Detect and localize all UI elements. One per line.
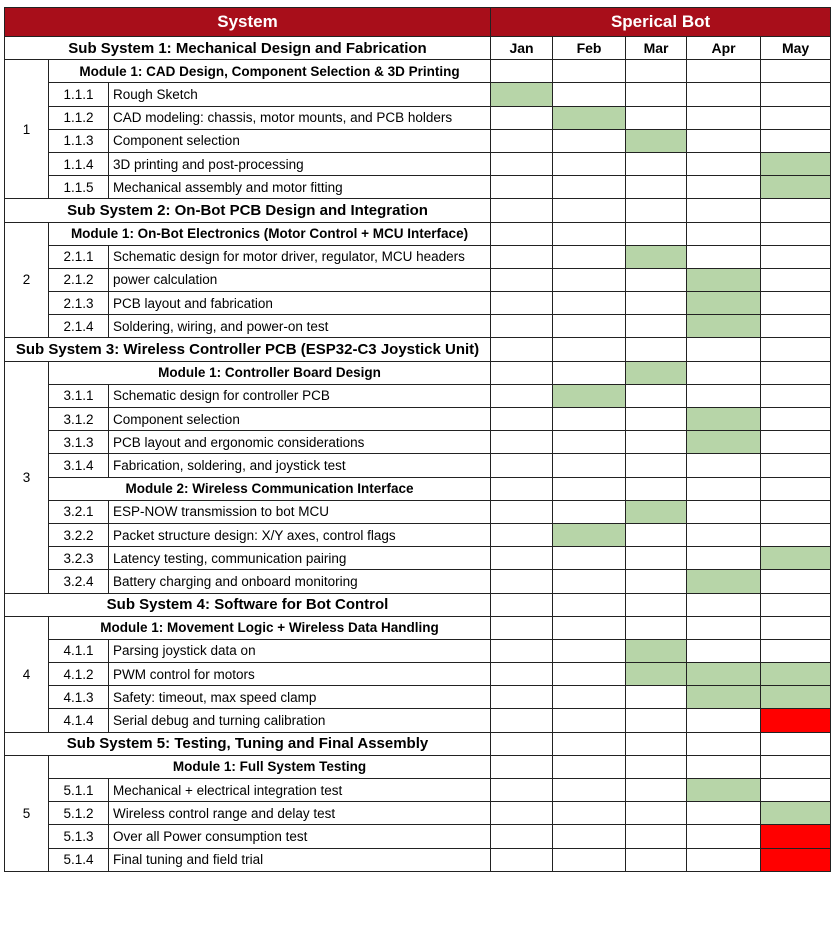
timeline-bar (626, 663, 687, 686)
task-name: PCB layout and ergonomic considerations (109, 431, 491, 454)
task-name: Component selection (109, 129, 491, 152)
task-name: Safety: timeout, max speed clamp (109, 686, 491, 709)
subsystem-number: 1 (5, 60, 49, 199)
timeline-bar (687, 315, 761, 338)
timeline-cell (491, 500, 553, 523)
timeline-cell (553, 825, 626, 848)
timeline-cell (553, 408, 626, 431)
subsystem-title: Sub System 5: Testing, Tuning and Final Assembly (5, 732, 491, 755)
timeline-cell (491, 361, 553, 384)
task-row (5, 547, 831, 570)
timeline-cell (761, 779, 831, 802)
timeline-cell (687, 454, 761, 477)
timeline-cell (687, 848, 761, 871)
timeline-cell (687, 616, 761, 639)
timeline-cell (687, 593, 761, 616)
timeline-cell (761, 431, 831, 454)
task-row (5, 315, 831, 338)
timeline-cell (761, 523, 831, 546)
timeline-cell (626, 152, 687, 175)
timeline-cell (626, 848, 687, 871)
timeline-cell (491, 454, 553, 477)
month-header: Mar (626, 37, 687, 60)
timeline-cell (491, 199, 553, 222)
task-row (5, 106, 831, 129)
timeline-cell (491, 431, 553, 454)
timeline-cell (626, 523, 687, 546)
timeline-bar-critical (761, 825, 831, 848)
timeline-cell (761, 338, 831, 361)
task-row (5, 152, 831, 175)
task-id: 3.1.3 (49, 431, 109, 454)
task-id: 2.1.1 (49, 245, 109, 268)
month-header: Apr (687, 37, 761, 60)
timeline-bar-critical (761, 848, 831, 871)
timeline-cell (553, 361, 626, 384)
timeline-cell (761, 616, 831, 639)
task-name: Mechanical + electrical integration test (109, 779, 491, 802)
task-name: ESP-NOW transmission to bot MCU (109, 500, 491, 523)
task-id: 4.1.4 (49, 709, 109, 732)
task-id: 1.1.3 (49, 129, 109, 152)
task-row (5, 292, 831, 315)
project-title: Sperical Bot (491, 8, 831, 37)
timeline-cell (491, 106, 553, 129)
timeline-cell (491, 60, 553, 83)
task-id: 2.1.2 (49, 268, 109, 291)
timeline-cell (626, 709, 687, 732)
timeline-bar (491, 83, 553, 106)
task-id: 3.1.4 (49, 454, 109, 477)
timeline-cell (626, 779, 687, 802)
timeline-cell (626, 547, 687, 570)
task-name: Parsing joystick data on (109, 639, 491, 662)
timeline-cell (626, 222, 687, 245)
timeline-cell (553, 83, 626, 106)
timeline-bar (761, 152, 831, 175)
timeline-bar (687, 268, 761, 291)
timeline-cell (687, 384, 761, 407)
timeline-cell (491, 245, 553, 268)
task-name: Rough Sketch (109, 83, 491, 106)
module-title: Module 1: Full System Testing (49, 755, 491, 778)
task-row (5, 129, 831, 152)
timeline-bar (761, 176, 831, 199)
task-id: 3.2.1 (49, 500, 109, 523)
task-id: 1.1.1 (49, 83, 109, 106)
timeline-cell (687, 245, 761, 268)
timeline-bar (553, 106, 626, 129)
timeline-cell (626, 384, 687, 407)
timeline-cell (553, 616, 626, 639)
task-name: power calculation (109, 268, 491, 291)
task-name: Soldering, wiring, and power-on test (109, 315, 491, 338)
timeline-cell (761, 199, 831, 222)
subsystem-title: Sub System 2: On-Bot PCB Design and Integration (5, 199, 491, 222)
task-id: 1.1.5 (49, 176, 109, 199)
timeline-cell (626, 755, 687, 778)
timeline-cell (626, 477, 687, 500)
timeline-cell (687, 152, 761, 175)
timeline-cell (553, 268, 626, 291)
task-id: 1.1.2 (49, 106, 109, 129)
timeline-cell (687, 755, 761, 778)
module-title: Module 1: On-Bot Electronics (Motor Control + MCU Interface) (49, 222, 491, 245)
timeline-cell (626, 83, 687, 106)
timeline-bar (553, 523, 626, 546)
task-row (5, 825, 831, 848)
task-row (5, 83, 831, 106)
subsystem-number: 3 (5, 361, 49, 593)
timeline-cell (626, 292, 687, 315)
timeline-bar (687, 663, 761, 686)
task-name: Mechanical assembly and motor fitting (109, 176, 491, 199)
timeline-cell (553, 245, 626, 268)
task-row (5, 408, 831, 431)
timeline-cell (626, 431, 687, 454)
subsystem-row (5, 37, 831, 60)
timeline-cell (626, 60, 687, 83)
timeline-cell (553, 593, 626, 616)
timeline-bar (761, 547, 831, 570)
task-row (5, 639, 831, 662)
timeline-cell (761, 361, 831, 384)
timeline-bar (626, 245, 687, 268)
timeline-cell (761, 593, 831, 616)
timeline-cell (553, 454, 626, 477)
timeline-cell (553, 431, 626, 454)
timeline-cell (687, 709, 761, 732)
timeline-cell (491, 477, 553, 500)
timeline-cell (491, 825, 553, 848)
timeline-bar (626, 639, 687, 662)
timeline-cell (491, 686, 553, 709)
timeline-cell (761, 222, 831, 245)
timeline-cell (553, 732, 626, 755)
timeline-cell (761, 292, 831, 315)
task-row (5, 570, 831, 593)
module-row (5, 477, 831, 500)
timeline-bar (687, 431, 761, 454)
task-name: Final tuning and field trial (109, 848, 491, 871)
header-row (5, 8, 831, 37)
month-header: Feb (553, 37, 626, 60)
subsystem-row (5, 732, 831, 755)
task-name: CAD modeling: chassis, motor mounts, and PCB holders (109, 106, 491, 129)
timeline-cell (761, 60, 831, 83)
timeline-cell (626, 802, 687, 825)
task-name: PCB layout and fabrication (109, 292, 491, 315)
timeline-cell (687, 500, 761, 523)
timeline-cell (687, 129, 761, 152)
timeline-bar (761, 663, 831, 686)
timeline-cell (761, 83, 831, 106)
timeline-cell (687, 547, 761, 570)
task-row (5, 245, 831, 268)
timeline-cell (761, 639, 831, 662)
task-row (5, 431, 831, 454)
task-id: 2.1.4 (49, 315, 109, 338)
timeline-cell (687, 106, 761, 129)
subsystem-row (5, 338, 831, 361)
module-title: Module 1: Controller Board Design (49, 361, 491, 384)
timeline-cell (553, 500, 626, 523)
timeline-cell (553, 315, 626, 338)
month-header: May (761, 37, 831, 60)
task-name: Fabrication, soldering, and joystick test (109, 454, 491, 477)
timeline-cell (626, 199, 687, 222)
timeline-cell (761, 245, 831, 268)
timeline-bar (687, 408, 761, 431)
timeline-cell (491, 222, 553, 245)
task-name: Packet structure design: X/Y axes, control flags (109, 523, 491, 546)
timeline-cell (491, 129, 553, 152)
timeline-bar (687, 779, 761, 802)
timeline-cell (553, 60, 626, 83)
timeline-cell (491, 779, 553, 802)
subsystem-number: 2 (5, 222, 49, 338)
subsystem-row (5, 593, 831, 616)
task-row (5, 848, 831, 871)
task-name: Schematic design for motor driver, regulator, MCU headers (109, 245, 491, 268)
module-title: Module 1: CAD Design, Component Selection & 3D Printing (49, 60, 491, 83)
timeline-cell (553, 802, 626, 825)
task-name: Battery charging and onboard monitoring (109, 570, 491, 593)
timeline-cell (626, 106, 687, 129)
timeline-cell (553, 129, 626, 152)
task-row (5, 176, 831, 199)
task-id: 1.1.4 (49, 152, 109, 175)
module-title: Module 2: Wireless Communication Interface (49, 477, 491, 500)
timeline-cell (491, 639, 553, 662)
timeline-cell (761, 732, 831, 755)
task-name: Schematic design for controller PCB (109, 384, 491, 407)
gantt-chart (4, 7, 830, 872)
timeline-cell (491, 755, 553, 778)
task-row (5, 268, 831, 291)
task-id: 3.2.4 (49, 570, 109, 593)
task-row (5, 779, 831, 802)
subsystem-number: 4 (5, 616, 49, 732)
timeline-cell (491, 848, 553, 871)
timeline-cell (761, 408, 831, 431)
timeline-cell (626, 616, 687, 639)
subsystem-title: Sub System 3: Wireless Controller PCB (ESP32-C3 Joystick Unit) (5, 338, 491, 361)
timeline-cell (626, 176, 687, 199)
timeline-cell (553, 477, 626, 500)
timeline-cell (687, 176, 761, 199)
task-name: 3D printing and post-processing (109, 152, 491, 175)
timeline-cell (626, 570, 687, 593)
timeline-bar (687, 570, 761, 593)
timeline-cell (491, 315, 553, 338)
timeline-cell (626, 593, 687, 616)
timeline-cell (687, 60, 761, 83)
task-id: 5.1.2 (49, 802, 109, 825)
task-row (5, 802, 831, 825)
timeline-cell (626, 825, 687, 848)
timeline-cell (626, 408, 687, 431)
timeline-bar-critical (761, 709, 831, 732)
timeline-cell (553, 199, 626, 222)
timeline-cell (687, 199, 761, 222)
timeline-cell (491, 338, 553, 361)
module-row (5, 755, 831, 778)
timeline-cell (491, 523, 553, 546)
timeline-cell (761, 384, 831, 407)
module-row (5, 60, 831, 83)
task-id: 3.2.3 (49, 547, 109, 570)
timeline-cell (687, 825, 761, 848)
timeline-cell (626, 338, 687, 361)
system-header: System (5, 8, 491, 37)
task-id: 3.1.2 (49, 408, 109, 431)
timeline-cell (687, 222, 761, 245)
task-id: 5.1.3 (49, 825, 109, 848)
task-row (5, 384, 831, 407)
task-id: 4.1.2 (49, 663, 109, 686)
task-id: 2.1.3 (49, 292, 109, 315)
timeline-cell (491, 593, 553, 616)
timeline-cell (491, 176, 553, 199)
timeline-cell (553, 338, 626, 361)
timeline-cell (626, 686, 687, 709)
task-name: Serial debug and turning calibration (109, 709, 491, 732)
task-name: Wireless control range and delay test (109, 802, 491, 825)
timeline-cell (761, 755, 831, 778)
timeline-bar (687, 292, 761, 315)
timeline-cell (553, 755, 626, 778)
schedule-table (4, 7, 831, 872)
subsystem-number: 5 (5, 755, 49, 871)
timeline-cell (687, 639, 761, 662)
timeline-cell (491, 152, 553, 175)
timeline-bar (553, 384, 626, 407)
timeline-cell (761, 268, 831, 291)
timeline-cell (626, 268, 687, 291)
timeline-cell (761, 106, 831, 129)
task-id: 4.1.1 (49, 639, 109, 662)
task-row (5, 709, 831, 732)
timeline-bar (626, 129, 687, 152)
timeline-cell (553, 292, 626, 315)
task-id: 3.2.2 (49, 523, 109, 546)
timeline-cell (626, 732, 687, 755)
timeline-cell (687, 802, 761, 825)
module-row (5, 361, 831, 384)
timeline-cell (491, 384, 553, 407)
timeline-cell (491, 408, 553, 431)
task-name: Over all Power consumption test (109, 825, 491, 848)
timeline-cell (553, 779, 626, 802)
timeline-bar (687, 686, 761, 709)
task-name: Component selection (109, 408, 491, 431)
timeline-bar (626, 500, 687, 523)
module-row (5, 616, 831, 639)
timeline-cell (687, 83, 761, 106)
timeline-cell (626, 315, 687, 338)
module-row (5, 222, 831, 245)
timeline-bar (761, 802, 831, 825)
timeline-cell (553, 176, 626, 199)
timeline-cell (761, 477, 831, 500)
timeline-cell (491, 547, 553, 570)
subsystem-title: Sub System 4: Software for Bot Control (5, 593, 491, 616)
task-row (5, 523, 831, 546)
timeline-cell (553, 663, 626, 686)
task-row (5, 454, 831, 477)
task-name: Latency testing, communication pairing (109, 547, 491, 570)
module-title: Module 1: Movement Logic + Wireless Data Handling (49, 616, 491, 639)
timeline-cell (553, 547, 626, 570)
timeline-cell (491, 570, 553, 593)
subsystem-title: Sub System 1: Mechanical Design and Fabrication (5, 37, 491, 60)
timeline-cell (687, 477, 761, 500)
timeline-cell (687, 338, 761, 361)
timeline-cell (687, 523, 761, 546)
task-row (5, 500, 831, 523)
timeline-cell (761, 129, 831, 152)
timeline-cell (491, 268, 553, 291)
timeline-cell (553, 709, 626, 732)
timeline-cell (761, 315, 831, 338)
timeline-cell (491, 802, 553, 825)
timeline-cell (761, 454, 831, 477)
task-id: 3.1.1 (49, 384, 109, 407)
timeline-cell (687, 732, 761, 755)
task-id: 5.1.4 (49, 848, 109, 871)
timeline-cell (761, 500, 831, 523)
timeline-bar (761, 686, 831, 709)
timeline-cell (761, 570, 831, 593)
timeline-cell (553, 222, 626, 245)
timeline-cell (491, 292, 553, 315)
timeline-cell (491, 663, 553, 686)
timeline-cell (491, 709, 553, 732)
timeline-cell (553, 639, 626, 662)
timeline-cell (553, 686, 626, 709)
timeline-cell (553, 152, 626, 175)
timeline-cell (687, 361, 761, 384)
task-name: PWM control for motors (109, 663, 491, 686)
task-id: 5.1.1 (49, 779, 109, 802)
timeline-cell (491, 616, 553, 639)
timeline-cell (626, 454, 687, 477)
timeline-bar (626, 361, 687, 384)
task-row (5, 686, 831, 709)
month-header: Jan (491, 37, 553, 60)
timeline-cell (553, 570, 626, 593)
timeline-cell (553, 848, 626, 871)
timeline-cell (491, 732, 553, 755)
subsystem-row (5, 199, 831, 222)
task-id: 4.1.3 (49, 686, 109, 709)
task-row (5, 663, 831, 686)
